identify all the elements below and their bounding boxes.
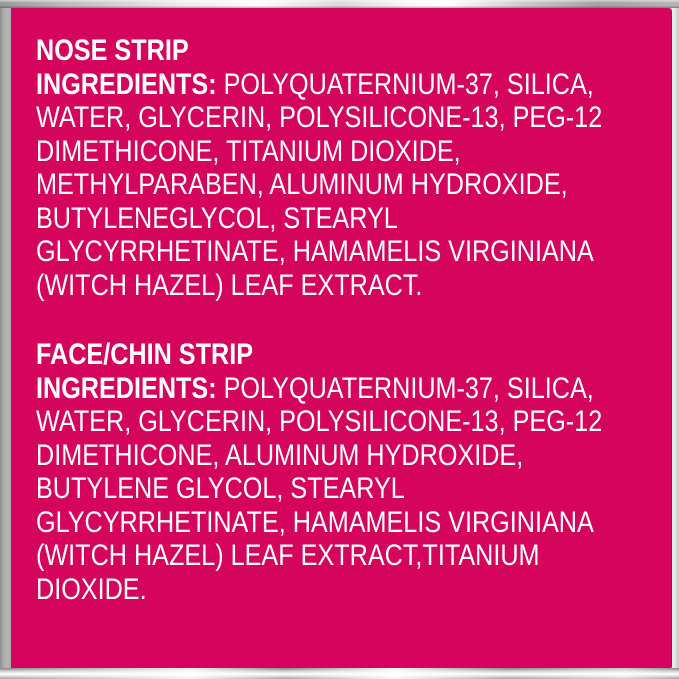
face-chin-strip-section [36, 338, 679, 606]
ingredients-label: INGREDIENTS: [36, 67, 217, 101]
metallic-border-bottom [0, 668, 679, 679]
ingredients-panel [11, 8, 672, 668]
nose-strip-heading: NOSE STRIP [36, 34, 189, 67]
ingredients-line: BUTYLENE GLYCOL, STEARYL [36, 472, 405, 505]
ingredients-text: POLYQUATERNIUM-37, SILICA, [223, 371, 594, 405]
ingredients-text-block [36, 34, 679, 606]
ingredients-line: DIMETHICONE, ALUMINUM HYDROXIDE, [36, 438, 524, 472]
ingredients-line [36, 372, 679, 406]
ingredients-line: (WITCH HAZEL) LEAF EXTRACT,TITANIUM [36, 539, 540, 572]
ingredients-line: METHYLPARABEN, ALUMINUM HYDROXIDE, [36, 168, 568, 201]
ingredients-line: WATER, GLYCERIN, POLYSILICONE-13, PEG-12 [36, 101, 603, 134]
ingredients-line: (WITCH HAZEL) LEAF EXTRACT. [36, 268, 423, 302]
ingredients-line [36, 68, 679, 102]
ingredients-text: POLYQUATERNIUM-37, SILICA, [223, 67, 594, 101]
ingredients-line: GLYCYRRHETINATE, HAMAMELIS VIRGINIANA [36, 505, 594, 539]
nose-strip-section [36, 34, 679, 302]
face-chin-strip-heading: FACE/CHIN STRIP [36, 338, 254, 371]
ingredients-line: DIOXIDE. [36, 572, 147, 606]
ingredients-line: GLYCYRRHETINATE, HAMAMELIS VIRGINIANA [36, 235, 594, 268]
ingredients-line: BUTYLENEGLYCOL, STEARYL [36, 201, 398, 235]
metallic-border-left [0, 0, 11, 679]
ingredients-label: INGREDIENTS: [36, 371, 217, 405]
metallic-border-top [0, 0, 679, 8]
ingredients-line: WATER, GLYCERIN, POLYSILICONE-13, PEG-12 [36, 405, 603, 438]
ingredients-line: DIMETHICONE, TITANIUM DIOXIDE, [36, 134, 461, 168]
